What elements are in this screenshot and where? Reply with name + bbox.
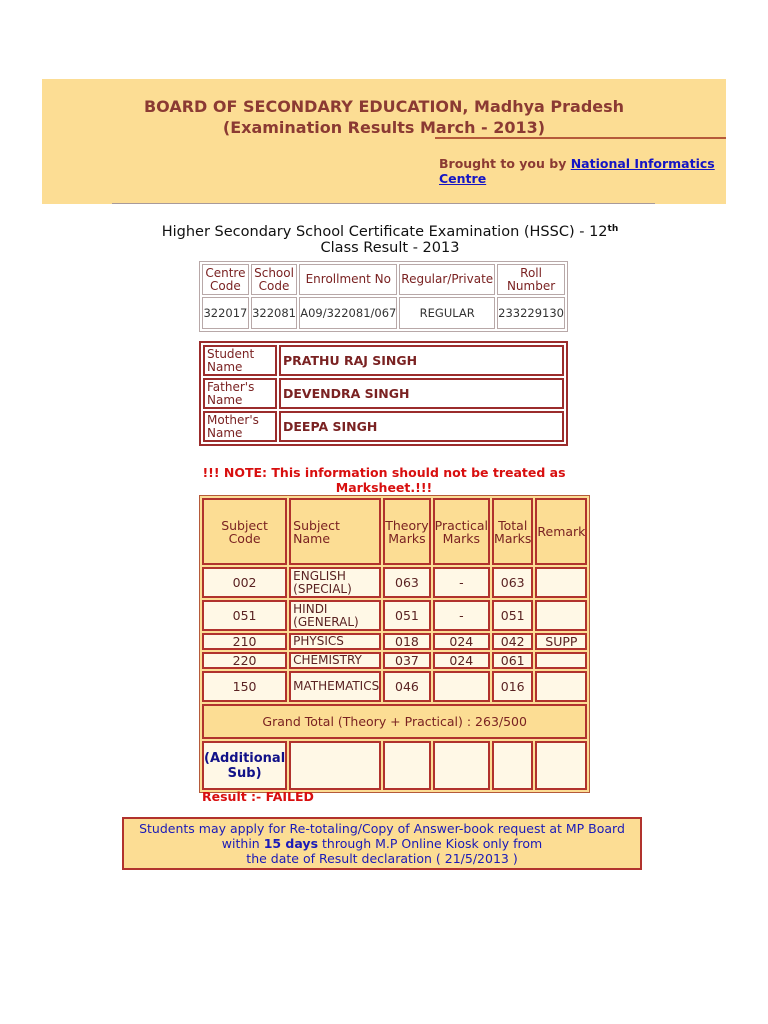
theory-marks-header: Theory Marks [383, 498, 430, 565]
notice-text: within [221, 836, 264, 851]
practical-marks-cell [433, 671, 490, 702]
subject-name-cell: CHEMISTRY [289, 652, 381, 669]
notice-line [124, 836, 640, 851]
mother-name-value: DEEPA SINGH [279, 411, 564, 442]
additional-subject-name [289, 741, 381, 790]
board-title [42, 96, 726, 138]
exam-title-superscript: th [607, 224, 619, 234]
practical-marks-cell: - [433, 600, 490, 631]
additional-theory [383, 741, 430, 790]
notice-line: the date of Result declaration ( 21/5/2013 ) [246, 851, 518, 866]
centre-code-value: 322017 [202, 297, 249, 329]
total-marks-cell: 063 [492, 567, 533, 598]
enrollment-header: Enrollment No [299, 264, 397, 295]
nic-link[interactable]: National Informatics Centre [439, 156, 715, 186]
board-title-line: BOARD OF SECONDARY EDUCATION, Madhya Pradesh [143, 97, 625, 116]
brought-by-text [439, 156, 726, 186]
subject-name-cell: MATHEMATICS [289, 671, 381, 702]
subject-name-cell: HINDI (GENERAL) [289, 600, 381, 631]
subject-name-cell: PHYSICS [289, 633, 381, 650]
header-divider [435, 137, 726, 139]
school-code-value: 322081 [251, 297, 297, 329]
remark-cell [535, 567, 587, 598]
remark-cell [535, 600, 587, 631]
additional-practical [433, 741, 490, 790]
theory-marks-cell: 046 [383, 671, 430, 702]
remark-cell: SUPP [535, 633, 587, 650]
total-marks-cell: 061 [492, 652, 533, 669]
mother-name-label: Mother's Name [203, 411, 277, 442]
theory-marks-cell: 051 [383, 600, 430, 631]
additional-remark [535, 741, 587, 790]
roll-number-value: 233229130 [497, 297, 565, 329]
total-marks-cell: 042 [492, 633, 533, 650]
table-row [202, 567, 587, 598]
marks-table [199, 495, 590, 793]
centre-code-header: Centre Code [202, 264, 249, 295]
subject-code-cell: 150 [202, 671, 287, 702]
table-row [202, 600, 587, 631]
school-code-header: School Code [251, 264, 297, 295]
retotaling-notice [122, 817, 642, 870]
additional-subject-row [202, 741, 587, 790]
father-name-value: DEVENDRA SINGH [279, 378, 564, 409]
subject-name-cell: ENGLISH (SPECIAL) [289, 567, 381, 598]
subject-code-header: Subject Code [202, 498, 287, 565]
roll-number-header: Roll Number [497, 264, 565, 295]
table-row [202, 671, 587, 702]
subject-code-cell: 210 [202, 633, 287, 650]
theory-marks-cell: 037 [383, 652, 430, 669]
subject-code-cell: 002 [202, 567, 287, 598]
student-name-label: Student Name [203, 345, 277, 376]
additional-total [492, 741, 533, 790]
result-status: Result :- FAILED [202, 789, 314, 804]
student-names-table [199, 341, 568, 446]
subject-code-cell: 051 [202, 600, 287, 631]
exam-title [110, 224, 670, 256]
theory-marks-cell: 063 [383, 567, 430, 598]
marksheet-note: !!! NOTE: This information should not be treated as Marksheet.!!! [202, 465, 566, 495]
board-header [42, 79, 726, 204]
brought-by-label: Brought to you by [439, 156, 571, 171]
regular-private-header: Regular/Private [399, 264, 495, 295]
regular-private-value: REGULAR [399, 297, 495, 329]
exam-title-subtext: Class Result - 2013 [320, 240, 460, 256]
notice-deadline: 15 days [263, 836, 319, 851]
notice-line: Students may apply for Re-totaling/Copy of Answer-book request at MP Board [139, 821, 625, 836]
exam-session-line: (Examination Results March - 2013) [222, 118, 546, 137]
father-name-label: Father's Name [203, 378, 277, 409]
remark-cell [535, 671, 587, 702]
practical-marks-cell: - [433, 567, 490, 598]
practical-marks-cell: 024 [433, 633, 490, 650]
total-marks-cell: 016 [492, 671, 533, 702]
grand-total: Grand Total (Theory + Practical) : 263/500 [202, 704, 587, 739]
total-marks-header: Total Marks [492, 498, 533, 565]
student-name-value: PRATHU RAJ SINGH [279, 345, 564, 376]
additional-subject-label: (Additional Sub) [202, 741, 287, 790]
remark-cell [535, 652, 587, 669]
practical-marks-header: Practical Marks [433, 498, 490, 565]
subject-name-header: Subject Name [289, 498, 381, 565]
theory-marks-cell: 018 [383, 633, 430, 650]
table-row [202, 652, 587, 669]
section-divider [112, 203, 655, 204]
total-marks-cell: 051 [492, 600, 533, 631]
table-row [202, 633, 587, 650]
remark-header: Remark [535, 498, 587, 565]
exam-title-text: Higher Secondary School Certificate Examination (HSSC) - 12 [161, 224, 608, 240]
practical-marks-cell: 024 [433, 652, 490, 669]
enrollment-value: A09/322081/067 [299, 297, 397, 329]
subject-code-cell: 220 [202, 652, 287, 669]
notice-text: through M.P Online Kiosk only from [318, 836, 543, 851]
candidate-info-table [199, 261, 568, 332]
